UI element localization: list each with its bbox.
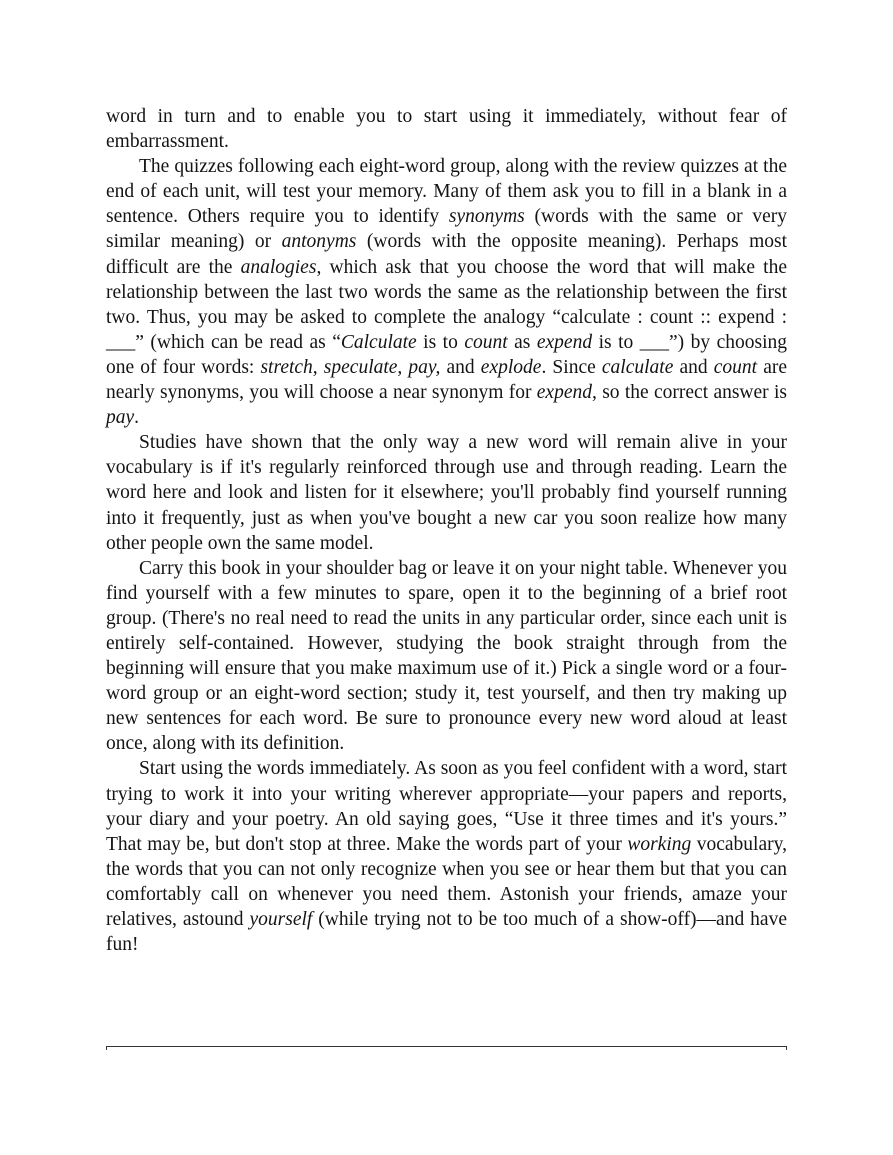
text-run: Start using the words immediately. As soon as you feel confident with a word, start trying to work it into your writing wherever appropriate—your papers and reports, your diary and your poetry. An old saying goes, “Use it three times and it's yours.” That may be, but don't stop at three. Make the words part of your xyxy=(106,758,787,855)
text-run: are nearly synonyms, you will choose a near synonym for xyxy=(106,356,788,404)
italic-text: pay xyxy=(106,407,135,429)
italic-text: expend xyxy=(536,331,593,353)
text-run: is to xyxy=(416,331,465,353)
italic-text: stretch, speculate, pay, xyxy=(260,356,441,378)
text-run: The quizzes following each eight-word group, along with the review quizzes at the end of each unit, will test your memory. Many of them ask you to fill in a blank in a sentence. Others require you to identify xyxy=(106,156,787,228)
paragraph-5 xyxy=(106,756,787,957)
text-run: Studies have shown that the only way a new word will remain alive in your vocabulary is if it's regularly reinforced through use and through reading. Learn the word here and look and listen for it elsewhere; you'll probably find yourself running into it frequently, just as when you've bought a new car you soon realize how many other people own the same model. xyxy=(106,432,787,554)
paragraph-1 xyxy=(106,104,787,154)
text-run: (while trying not to be too much of a show-off)—and have fun! xyxy=(106,909,787,956)
italic-text: antonyms xyxy=(281,231,357,253)
text-run: , which ask that you choose the word that will make the relationship between the last two words the same as the relationship between the first two. Thus, you may be asked to complete the analogy “calculate : count :: expend : ___” (which can be read as “ xyxy=(106,256,787,353)
italic-text: working xyxy=(627,833,692,855)
text-run: (words with the same or very similar meaning) or xyxy=(106,206,787,253)
text-run: and xyxy=(440,356,481,378)
document-body xyxy=(106,104,787,957)
paragraph-3 xyxy=(106,430,787,555)
text-run: and xyxy=(673,356,714,378)
text-run: , so the correct answer is xyxy=(592,382,787,404)
text-run: is to ___”) by choosing one of four words: xyxy=(106,331,787,378)
text-run: as xyxy=(507,331,537,353)
italic-text: count xyxy=(464,331,508,353)
italic-text: count xyxy=(713,356,758,378)
italic-text: calculate xyxy=(601,356,674,378)
paragraph-2 xyxy=(106,154,787,430)
italic-text: explode xyxy=(480,356,542,378)
italic-text: yourself xyxy=(249,909,313,930)
italic-text: expend xyxy=(536,382,592,404)
text-run: . Since xyxy=(541,356,602,378)
paragraph-4 xyxy=(106,556,787,757)
text-run: Carry this book in your shoulder bag or leave it on your night table. Whenever you find yourself with a few minutes to spare, open it to the beginning of a brief root group. (There's no real need to read the units in any particular order, since each unit is entirely self-contained. However, studying the book straight through from the beginning will ensure that you make maximum use of it.) Pick a single word or a four-word group or an eight-word section; study it, test yourself, and then try making up new sentences for each word. Be sure to pronounce every new word aloud at least once, along with its definition. xyxy=(106,557,787,755)
text-run: word in turn and to enable you to start using it immediately, without fear of embarrassment. xyxy=(106,106,787,153)
italic-text: Calculate xyxy=(340,331,417,353)
text-run: . xyxy=(134,407,140,429)
section-divider-rule xyxy=(106,1046,787,1047)
italic-text: analogies xyxy=(240,256,317,278)
text-run: (words with the opposite meaning). Perhaps most difficult are the xyxy=(106,231,788,278)
text-run: vocabulary, the words that you can not only recognize when you see or hear them but that you can comfortably call on whenever you need them. Astonish your friends, amaze your relatives, astound xyxy=(106,833,787,930)
italic-text: synonyms xyxy=(448,206,525,228)
